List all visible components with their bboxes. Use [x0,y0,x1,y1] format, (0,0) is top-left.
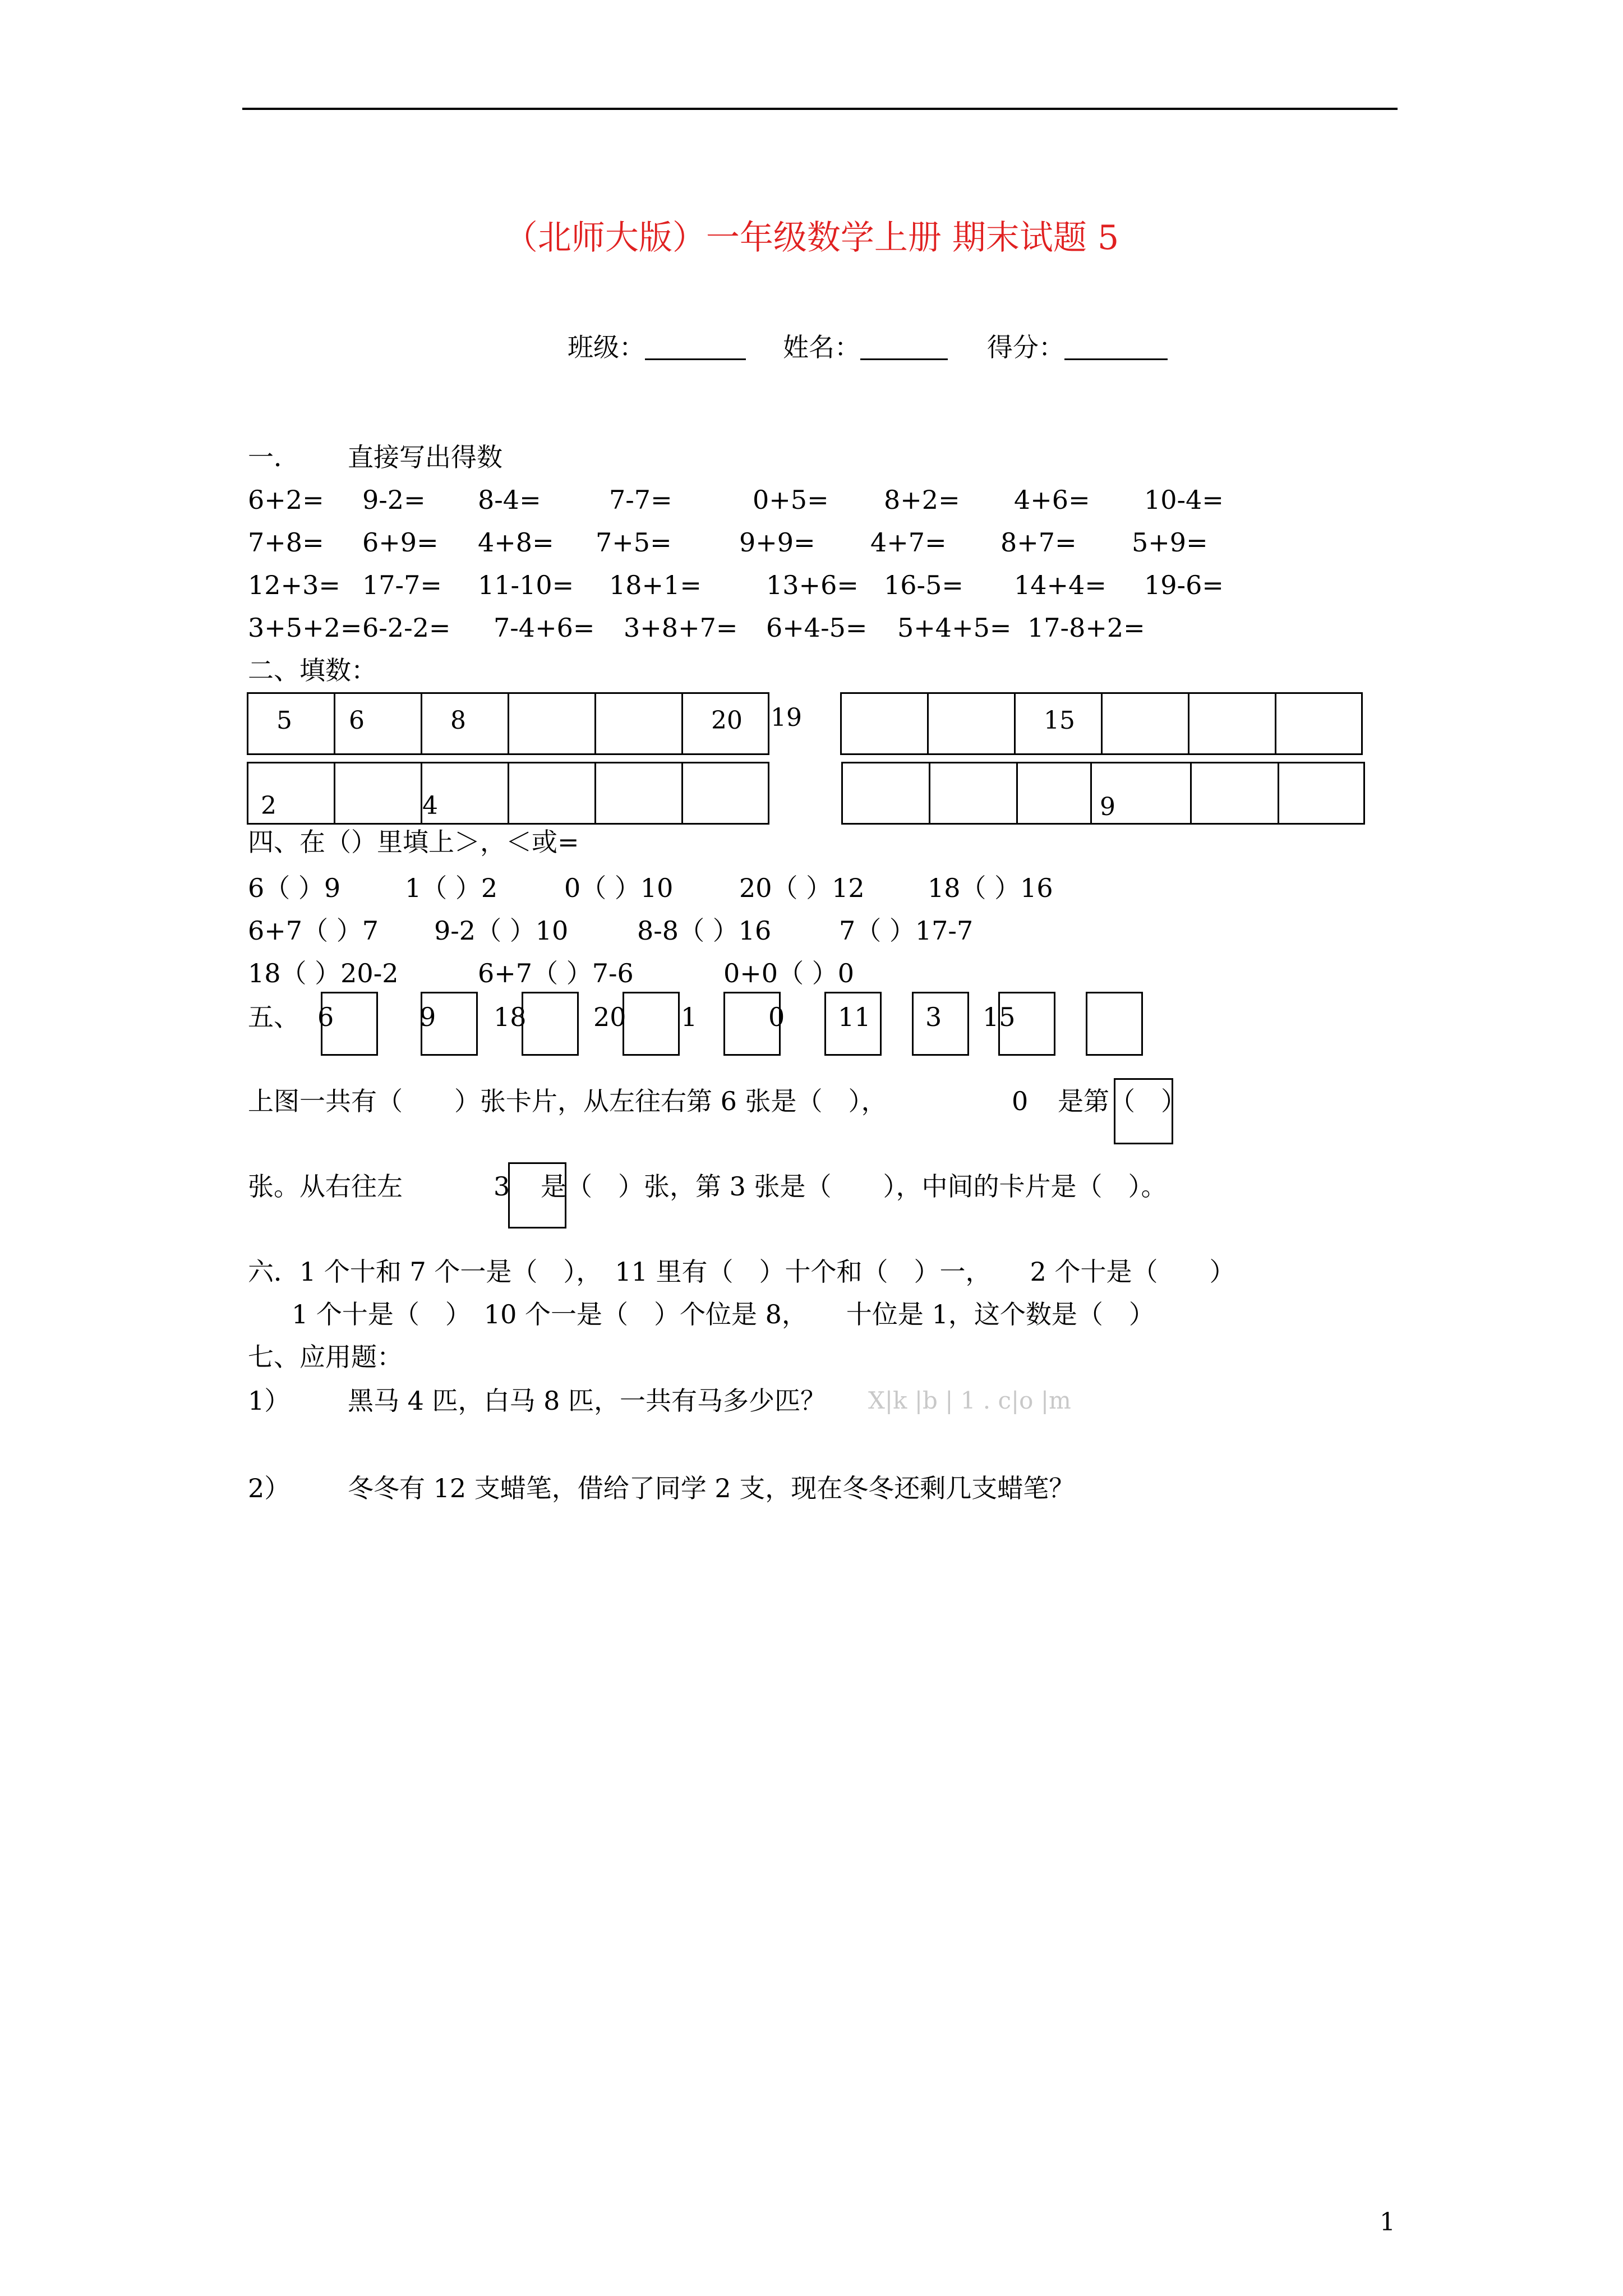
grid-cell[interactable] [335,763,422,823]
s1-row-2-item-5: 9+9= [739,527,815,558]
grid-cell [248,694,335,753]
grid-cell-value: 15 [1044,706,1075,735]
grid-cell[interactable] [1103,694,1189,753]
card-box[interactable] [1086,992,1143,1056]
compare-item: 20（ ）12 [739,873,865,903]
s5-question-line-2a: 张。从右往左 [248,1171,403,1202]
compare-item: 18（ ）16 [928,873,1053,903]
grid-cell[interactable] [1018,763,1092,823]
grid-cell[interactable] [1279,763,1363,823]
s1-row-2-item-8: 5+9= [1132,527,1208,558]
grid-cell-value: 2 [261,792,276,820]
grid-cell[interactable] [683,763,768,823]
compare-item: 18（ ）20-2 [248,958,399,988]
s1-row-4-item-4: 3+8+7= [624,613,738,643]
compare-item: 6+7（ ）7-6 [478,958,634,988]
s5-question-line-1: 上图一共有（ ）张卡片，从左往右第 6 张是（ ）， [248,1086,887,1116]
s5-three-label: 3 [494,1171,510,1202]
grid-cell [422,763,509,823]
grid-cell[interactable] [509,763,596,823]
s1-row-1-item-3: 8-4= [478,485,541,515]
grid-cell [683,694,768,753]
class-blank [645,336,746,360]
card-label: 1 [681,1002,698,1032]
s1-row-2-item-6: 4+7= [870,527,947,558]
grid-cell-value: 9 [1100,793,1115,821]
grid-1-trailing-value: 19 [771,703,802,732]
card-label: 9 [419,1002,436,1032]
grid-cell[interactable] [509,694,596,753]
s1-row-1-item-2: 9-2= [362,485,426,515]
card-label: 20 [593,1002,626,1032]
score-label: 得分： [987,332,1064,362]
s1-row-4-item-2: 6-2-2= [362,613,451,643]
grid-cell [1092,763,1192,823]
s5-question-line-2b: 是（ ）张，第 3 张是（ ），中间的卡片是（ ）。 [541,1171,1167,1202]
grid-cell-value: 8 [450,706,466,735]
s1-row-3-item-3: 11-10= [478,570,574,600]
card-box [623,992,680,1056]
s4-heading: 四、在（）里填上＞，＜或= [248,827,579,857]
s1-row-3-item-1: 12+3= [248,570,340,600]
card-label: 11 [838,1002,871,1032]
s7-heading: 七、应用题： [248,1342,403,1372]
number-grid-1 [247,692,769,755]
compare-item: 1（ ）2 [405,873,498,903]
s1-row-4-item-7: 17-8+2= [1027,613,1145,643]
s5-question-line-1-tail: 是第（ ） [1058,1086,1187,1116]
grid-cell[interactable] [1276,694,1361,753]
q2-number: 2） [248,1473,291,1503]
s1-row-4-item-6: 5+4+5= [897,613,1012,643]
name-label: 姓名： [783,332,860,362]
grid-cell [1016,694,1103,753]
s1-row-1-item-6: 8+2= [884,485,960,515]
card-box [824,992,882,1056]
card-label: 15 [983,1002,1016,1032]
grid-cell[interactable] [843,763,930,823]
card-box [522,992,579,1056]
s1-row-2-item-7: 8+7= [1000,527,1077,558]
s1-row-1-item-5: 0+5= [753,485,829,515]
card-label: 0 [768,1002,785,1032]
number-grid-2 [840,692,1363,755]
grid-cell-value: 6 [349,706,365,735]
compare-item: 6+7（ ）7 [248,915,379,946]
grid-cell [335,694,422,753]
compare-item: 8-8（ ）16 [637,915,772,946]
grid-cell[interactable] [596,763,683,823]
s1-row-4-item-1: 3+5+2= [248,613,362,643]
grid-cell-value: 4 [422,792,438,820]
number-grid-3 [247,762,769,825]
top-rule [242,108,1398,110]
s1-row-3-item-8: 19-6= [1144,570,1224,600]
s1-row-1-item-1: 6+2= [248,485,324,515]
s1-row-4-item-5: 6+4-5= [766,613,868,643]
grid-cell [248,763,335,823]
card-box [998,992,1055,1056]
s1-row-2-item-2: 6+9= [362,527,439,558]
watermark: X|k |b | 1 . c|o |m [868,1387,1071,1414]
q1-number: 1） [248,1386,291,1416]
s1-row-1-item-4: 7-7= [609,485,672,515]
grid-cell[interactable] [1189,694,1276,753]
grid-cell-value: 5 [276,706,292,735]
s1-row-3-item-4: 18+1= [609,570,702,600]
class-label: 班级： [568,332,645,362]
s1-heading-num: 一． [248,442,299,472]
s1-row-3-item-2: 17-7= [362,570,442,600]
s5-heading: 五、 [248,1002,299,1032]
s1-row-1-item-8: 10-4= [1144,485,1224,515]
page-number: 1 [1380,2208,1395,2237]
compare-item: 0+0（ ）0 [723,958,854,988]
name-blank [860,336,948,360]
compare-item: 0（ ）10 [564,873,674,903]
card-label: 3 [925,1002,942,1032]
s1-row-2-item-4: 7+5= [596,527,672,558]
card-box [321,992,378,1056]
grid-cell[interactable] [842,694,929,753]
card-box [421,992,478,1056]
s1-row-1-item-7: 4+6= [1014,485,1090,515]
s1-row-4-item-3: 7-4+6= [494,613,595,643]
s1-row-2-item-1: 7+8= [248,527,324,558]
score-field [987,334,1168,360]
card-box [1114,1078,1173,1144]
grid-cell[interactable] [1192,763,1279,823]
s1-row-3-item-7: 14+4= [1014,570,1106,600]
grid-cell[interactable] [929,694,1016,753]
grid-cell [422,694,509,753]
grid-cell[interactable] [930,763,1018,823]
s1-heading: 直接写出得数 [348,442,502,472]
grid-cell[interactable] [596,694,683,753]
s1-row-3-item-5: 13+6= [766,570,859,600]
s6-line-1: 六．1 个十和 7 个一是（ ）， 11 里有（ ）十个和（ ）一， 2 个十是（ ） [248,1257,1235,1287]
page-title: （北师大版）一年级数学上册 期末试题 5 [504,218,1119,257]
compare-item: 6（ ）9 [248,873,341,903]
card-box [723,992,781,1056]
s6-line-2: 1 个十是（ ） 10 个一是（ ）个位是 8， 十位是 1，这个数是（ ） [292,1299,1155,1329]
compare-item: 9-2（ ）10 [434,915,569,946]
grid-cell-value: 20 [711,706,743,735]
score-blank [1064,336,1168,360]
q1-text: 黑马 4 匹，白马 8 匹，一共有马多少匹？ [348,1386,827,1416]
s2-heading: 二、填数： [248,655,377,685]
s1-row-2-item-3: 4+8= [478,527,554,558]
card-label: 18 [494,1002,527,1032]
number-grid-4 [841,762,1365,825]
compare-item: 7（ ）17-7 [839,915,974,946]
card-label: 6 [317,1002,334,1032]
name-field [783,334,948,360]
s1-row-3-item-6: 16-5= [884,570,963,600]
class-field [568,334,746,360]
card-box [912,992,969,1056]
s5-zero-label: 0 [1012,1086,1029,1116]
q2-text: 冬冬有 12 支蜡笔，借给了同学 2 支，现在冬冬还剩几支蜡笔？ [348,1473,1075,1503]
